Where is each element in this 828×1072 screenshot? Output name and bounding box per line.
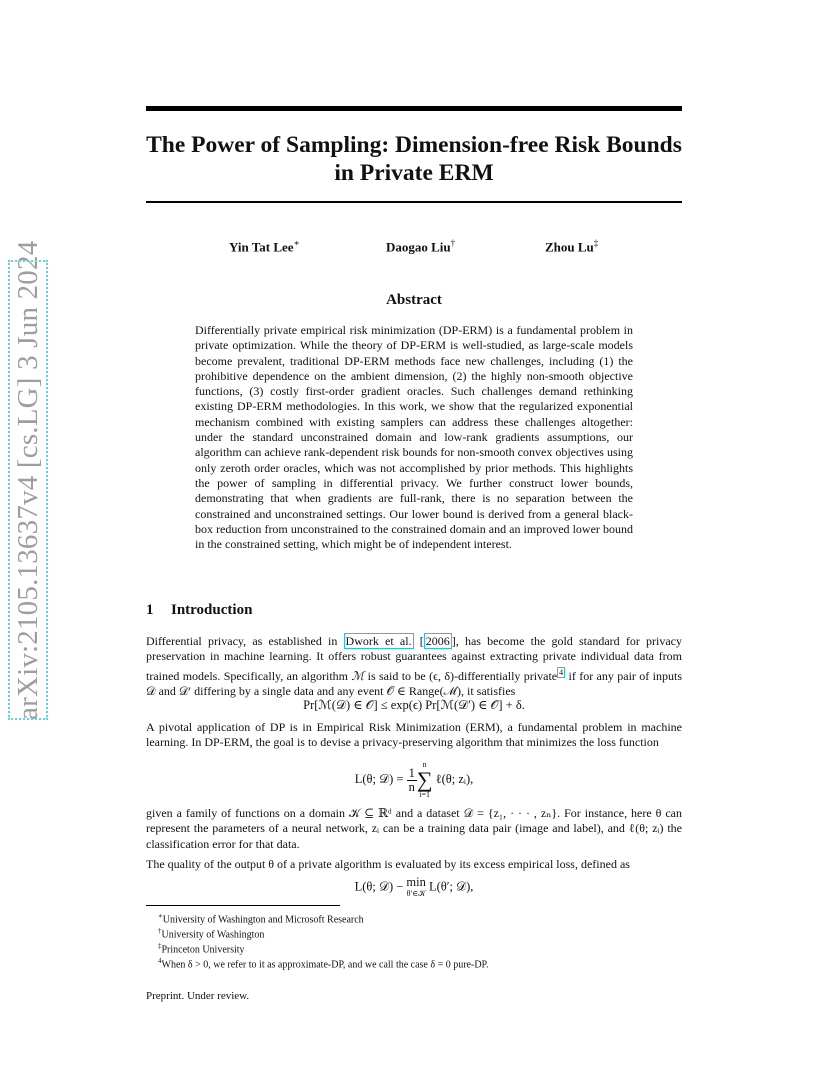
footnote-mark: ‡ [158, 942, 162, 950]
paragraph-intro: Differential privacy, as established in Dwork et al. [ 2006 ], has become the gold standard for privacy preservation in machine learning. It offers robust guarantees against extracting private individual data from trained models. Specifically, an algorithm ℳ is said to be (ϵ, δ)-differentially private $^4$ if for any pair of inputs 𝒟 and 𝒟′ differing by a single data and any event 𝒪 ∈ Range(ℳ), it satisfies [146, 634, 683, 698]
citation-link-year[interactable]: 2006 [425, 634, 450, 648]
text-run: Differential privacy, as established in [146, 634, 344, 648]
abstract-heading: Abstract [386, 292, 442, 308]
footnote-mark: † [158, 927, 162, 935]
footnote-text: Princeton University [161, 944, 245, 956]
author-3 [545, 238, 598, 255]
sum-lower: i=1 [419, 790, 431, 799]
title-bottom-rule [146, 201, 682, 203]
sum-upper: n [422, 760, 427, 769]
equation-loss [146, 760, 682, 800]
footnote-2 [158, 925, 264, 941]
min-subscript: θ′∈𝒦 [406, 889, 426, 898]
author-footnote-mark[interactable]: † [450, 238, 456, 248]
math-M: ℳ [351, 668, 365, 683]
footnote-ref-4[interactable]: 4 [559, 667, 564, 677]
title-line-1: The Power of Sampling: Dimension-free Risk Bounds [146, 132, 682, 158]
frac-denominator: n [408, 779, 415, 794]
paper-title [146, 131, 682, 187]
text-run: is said to be (ϵ, δ)-differentially private [364, 668, 558, 683]
sum-sign: ∑ [416, 767, 433, 792]
excess-rhs: L(θ′; 𝒟), [425, 879, 474, 894]
abstract-body: Differentially private empirical risk minimization (DP-ERM) is a fundamental problem in private optimization. While the theory of DP-ERM is well-studied, as large-scale models become prevalent, traditional DP-ERM methods face new challenges, including (1) the prohibitive dependence on the ambient dimension, (2) the highly non-smooth objective functions, (3) costly first-order gradient oracles. Such challenges demand rethinking existing DP-ERM methodologies. In this work, we show that the regularized exponential mechanism combined with existing samplers can address these challenges altogether: under the standard unconstrained domain and low-rank gradients assumptions, our algorithm can achieve rank-dependent risk bounds for non-smooth convex objectives using only zeroth order oracles, which was not accomplished by prior methods. This highlights the power of sampling in differential privacy. We further construct lower bounds, demonstrating that when gradients are full-rank, there is no separation between the constrained and unconstrained settings. Our lower bound is derived from a general black-box reduction from unconstrained to the constrained domain and an improved lower bound in the constrained setting, which might be of independent interest. [195, 323, 633, 552]
paragraph-quality: The quality of the output θ of a private algorithm is evaluated by its excess empirical loss, defined as [146, 857, 630, 871]
loss-lhs: L(θ; 𝒟) = [354, 771, 407, 786]
author-name: Daogao Liu [386, 239, 451, 255]
section-number: 1 [146, 602, 154, 618]
text-run: ], has become the gold standard for privacy preservation in machine learning. It offers robust guarantees against extracting private individual data from trained models. Specifically, an algorithm [146, 634, 682, 683]
section-title: Introduction [171, 602, 253, 618]
footnote-text: University of Washington [161, 929, 265, 941]
citation-link-dwork[interactable]: Dwork et al. [345, 634, 412, 648]
title-line-2: in Private ERM [334, 160, 494, 186]
author-name: Yin Tat Lee [229, 239, 294, 255]
min-text: min [406, 875, 426, 889]
paragraph-domain: given a family of functions on a domain 𝒦 ⊆ ℝᵈ and a dataset 𝒟 = {z₁, · · · , zₙ}. For instance, here θ can represent the parameters of a neural network, zᵢ can be a training data pair (image and label), and ℓ(θ; zᵢ) the classification error for that data. [146, 806, 682, 851]
footnote-4 [158, 955, 489, 971]
arxiv-identifier-text: arXiv:2105.13637v4 [cs.LG] 3 Jun 2024 [12, 240, 44, 720]
footnote-text: University of Washington and Microsoft Research [162, 914, 364, 926]
author-footnote-mark[interactable]: ∗ [293, 238, 300, 248]
author-2 [386, 238, 455, 255]
author-1 [229, 238, 300, 255]
footnote-rule [146, 905, 340, 906]
excess-lhs: L(θ; 𝒟) − [354, 879, 407, 894]
author-name: Zhou Lu [545, 239, 594, 255]
equation-dp-definition: Pr[ℳ(𝒟) ∈ 𝒪] ≤ exp(ϵ) Pr[ℳ(𝒟′) ∈ 𝒪] + δ. [303, 698, 525, 712]
arxiv-identifier[interactable] [6, 240, 50, 720]
frac-numerator: 1 [408, 765, 415, 780]
paragraph-erm: A pivotal application of DP is in Empirical Risk Minimization (ERM), a fundamental problem in machine learning. In DP-ERM, the goal is to devise a privacy-preserving algorithm that minimizes the loss function [146, 720, 682, 750]
equation-excess-loss [146, 876, 682, 899]
loss-rhs: ℓ(θ; zᵢ), [435, 771, 474, 786]
footnote-1 [158, 910, 364, 926]
author-footnote-mark[interactable]: ‡ [593, 238, 599, 248]
section-heading [146, 602, 252, 619]
footnote-mark: 4 [158, 957, 162, 965]
footnote-3 [158, 940, 245, 956]
summation [417, 760, 433, 800]
text-run: if for any pair of inputs 𝒟 and 𝒟′ differing by a single data and any event 𝒪 ∈ Range(ℳ), it satisfies [146, 668, 683, 698]
title-top-rule [146, 106, 682, 111]
footnote-mark: ∗ [158, 912, 163, 920]
footnote-text: When δ > 0, we refer to it as approximate-DP, and we call the case δ = 0 pure-DP. [161, 959, 489, 971]
fraction [407, 767, 417, 794]
min-operator [406, 876, 425, 899]
preprint-footer: Preprint. Under review. [146, 990, 250, 1002]
